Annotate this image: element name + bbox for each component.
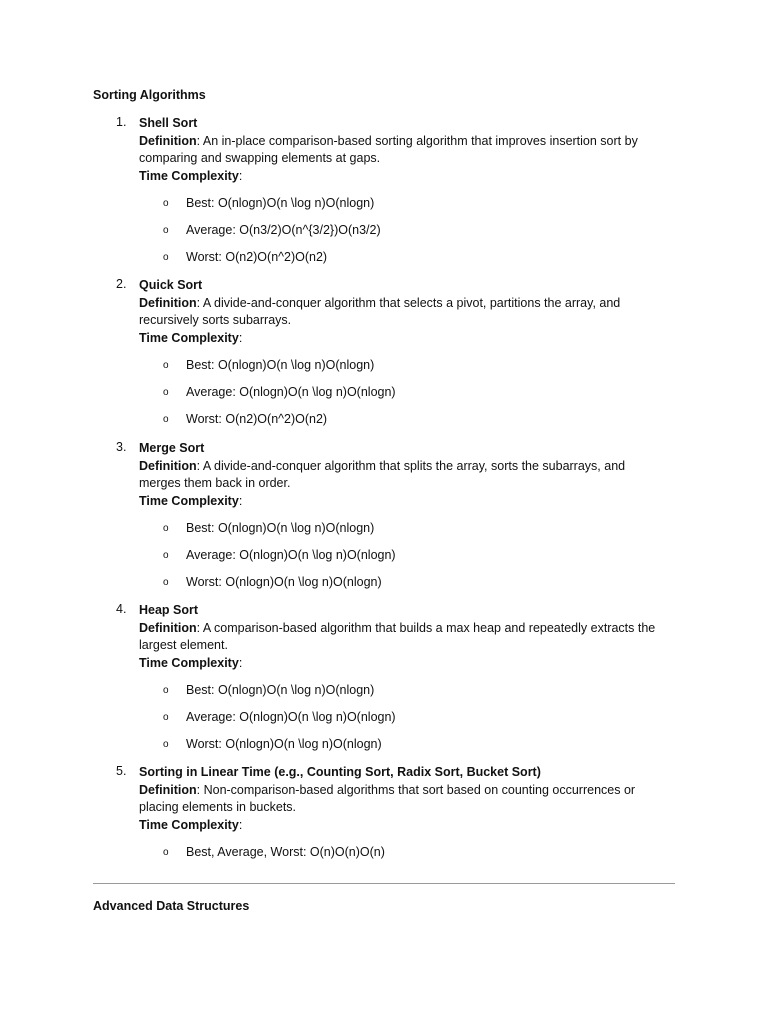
horizontal-divider: [93, 883, 675, 884]
algorithm-name: Sorting in Linear Time (e.g., Counting Sort, Radix Sort, Bucket Sort): [139, 765, 541, 779]
algorithm-name: Quick Sort: [139, 278, 203, 292]
bullet-text: Worst: O(n2)O(n^2)O(n2): [186, 412, 328, 426]
bullet-circle-icon: o: [163, 414, 169, 425]
bullet-circle-icon: o: [163, 847, 169, 858]
bullet-circle-icon: o: [163, 685, 169, 696]
bullet-circle-icon: o: [163, 739, 169, 750]
definition-text: : An in-place comparison-based sorting algorithm that improves insertion sort by comparing and swapping elements at gaps.: [139, 133, 638, 165]
algorithm-name: Heap Sort: [139, 603, 199, 617]
definition-text: : A comparison-based algorithm that builds a max heap and repeatedly extracts the largest element.: [139, 620, 656, 652]
section-heading: Sorting Algorithms: [93, 88, 206, 102]
time-complexity-heading: Time Complexity:: [139, 655, 243, 670]
bullet-circle-icon: o: [163, 252, 169, 263]
time-complexity-heading: Time Complexity:: [139, 168, 243, 183]
definition-text: : Non-comparison-based algorithms that sort based on counting occurrences or placing elements in buckets.: [139, 782, 636, 814]
bullet-circle-icon: o: [163, 360, 169, 371]
definition-label: Definition: [139, 782, 197, 797]
bullet-text: Worst: O(n2)O(n^2)O(n2): [186, 250, 328, 264]
definition-label: Definition: [139, 458, 197, 473]
time-complexity-heading: Time Complexity:: [139, 330, 243, 345]
bullet-text: Worst: O(nlog⁡n)O(n \log n)O(nlogn): [186, 575, 382, 589]
bullet-text: Worst: O(nlog⁡n)O(n \log n)O(nlogn): [186, 737, 382, 751]
list-number: 2.: [116, 277, 127, 291]
bullet-circle-icon: o: [163, 577, 169, 588]
bullet-text: Average: O(nlog⁡n)O(n \log n)O(nlogn): [186, 548, 396, 562]
algorithm-name: Merge Sort: [139, 441, 205, 455]
bullet-text: Best: O(nlog⁡n)O(n \log n)O(nlogn): [186, 358, 375, 372]
bullet-circle-icon: o: [163, 198, 169, 209]
bullet-text: Average: O(n3/2)O(n^{3/2})O(n3/2): [186, 223, 381, 237]
list-number: 5.: [116, 764, 127, 778]
list-number: 4.: [116, 602, 127, 616]
time-complexity-heading: Time Complexity:: [139, 817, 243, 832]
bullet-circle-icon: o: [163, 550, 169, 561]
time-complexity-label: Time Complexity: [139, 817, 239, 832]
bullet-text: Average: O(nlog⁡n)O(n \log n)O(nlogn): [186, 710, 396, 724]
bullet-text: Best: O(nlog⁡n)O(n \log n)O(nlogn): [186, 196, 375, 210]
time-complexity-heading: Time Complexity:: [139, 493, 243, 508]
bullet-text: Best, Average, Worst: O(n)O(n)O(n): [186, 845, 385, 859]
list-number: 3.: [116, 440, 127, 454]
algorithm-definition: [139, 620, 669, 655]
definition-text: : A divide-and-conquer algorithm that selects a pivot, partitions the array, and recursively sorts subarrays.: [139, 295, 621, 327]
time-complexity-label: Time Complexity: [139, 655, 239, 670]
algorithm-name: Shell Sort: [139, 116, 198, 130]
time-complexity-label: Time Complexity: [139, 493, 239, 508]
algorithm-definition: [139, 133, 669, 168]
bullet-circle-icon: o: [163, 387, 169, 398]
algorithm-definition: [139, 295, 669, 330]
definition-text: : A divide-and-conquer algorithm that splits the array, sorts the subarrays, and merges them back in order.: [139, 458, 626, 490]
definition-label: Definition: [139, 295, 197, 310]
definition-label: Definition: [139, 133, 197, 148]
bullet-circle-icon: o: [163, 523, 169, 534]
time-complexity-label: Time Complexity: [139, 168, 239, 183]
bullet-circle-icon: o: [163, 225, 169, 236]
bullet-circle-icon: o: [163, 712, 169, 723]
bullet-text: Best: O(nlog⁡n)O(n \log n)O(nlogn): [186, 683, 375, 697]
bullet-text: Average: O(nlog⁡n)O(n \log n)O(nlogn): [186, 385, 396, 399]
bullet-text: Best: O(nlog⁡n)O(n \log n)O(nlogn): [186, 521, 375, 535]
definition-label: Definition: [139, 620, 197, 635]
algorithm-definition: [139, 782, 669, 817]
list-number: 1.: [116, 115, 127, 129]
time-complexity-label: Time Complexity: [139, 330, 239, 345]
section-heading-next: Advanced Data Structures: [93, 899, 250, 913]
algorithm-definition: [139, 458, 669, 493]
